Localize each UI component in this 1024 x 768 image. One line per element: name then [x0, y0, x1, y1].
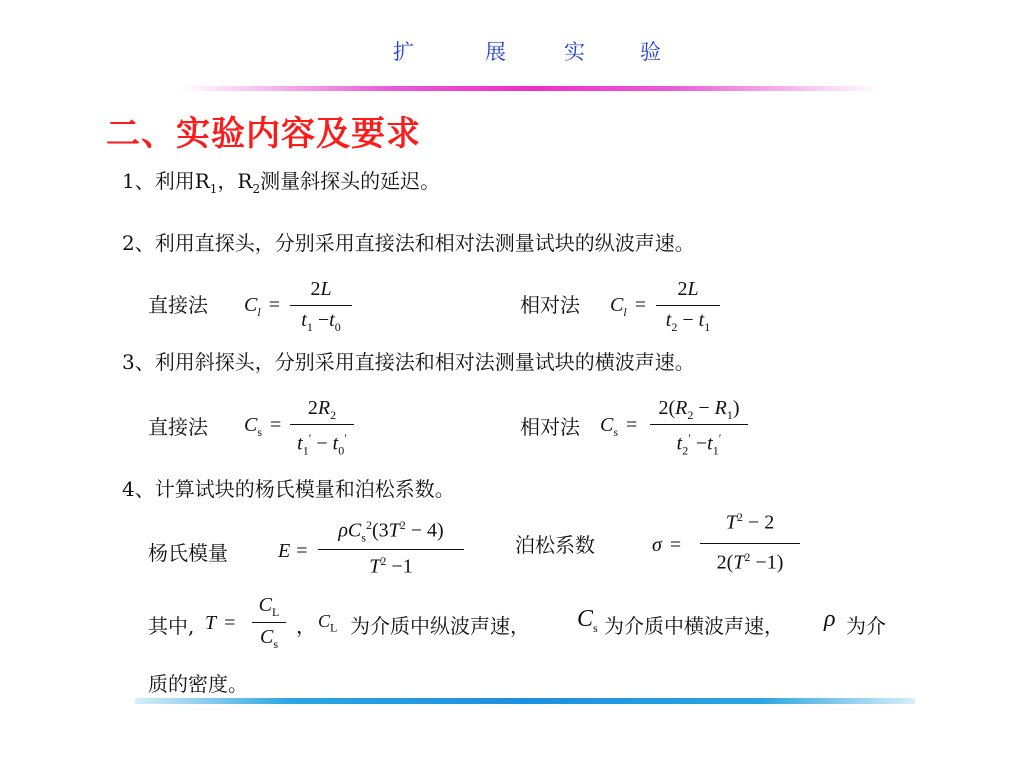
- header-divider: [180, 86, 880, 91]
- formula-poisson: σ =: [652, 534, 682, 556]
- item-1: [122, 165, 440, 196]
- footer-divider: [135, 698, 915, 704]
- formula-t-ratio: T =: [205, 612, 236, 634]
- item-number: 2、: [122, 231, 155, 255]
- subscript: 2: [252, 182, 261, 196]
- item-text: 测量斜探头的延迟。: [260, 169, 441, 193]
- relative-method-label: 相对法: [520, 293, 580, 317]
- note-comma: ，: [296, 614, 316, 638]
- header-char: 实: [564, 40, 585, 64]
- header-char: 展: [485, 40, 506, 64]
- note-text: 为介: [846, 614, 886, 638]
- item-text: 利用直探头，分别采用直接法和相对法测量试块的纵波声速。: [154, 231, 695, 255]
- note-prefix: 其中,: [148, 614, 195, 638]
- formula-young: E =: [278, 540, 308, 562]
- subscript: 1: [209, 182, 218, 196]
- symbol-rho: ρ: [824, 606, 836, 632]
- item-text: 利用R: [154, 169, 210, 193]
- item-number: 1、: [122, 169, 155, 193]
- formula-cl-relative: $C_l$ =: [610, 294, 646, 319]
- item-text: 利用斜探头，分别采用直接法和相对法测量试块的横波声速。: [154, 350, 695, 374]
- slide-header-title: [0, 36, 1024, 66]
- item-4: [122, 473, 455, 502]
- item-text: ，R: [217, 169, 253, 193]
- symbol-cs: $C_s$: [577, 606, 598, 635]
- young-modulus-label: 杨氏模量: [148, 541, 228, 565]
- item-number: 3、: [122, 350, 155, 374]
- item-2: [122, 227, 695, 256]
- note-text: 质的密度。: [148, 672, 248, 696]
- formula-cs-direct: $C_s$ =: [244, 414, 282, 439]
- header-char: 扩: [393, 40, 414, 64]
- note-text: 为介质中横波声速，: [604, 614, 784, 638]
- formula-cs-relative: $C_s$ =: [600, 414, 638, 439]
- note-text: 为介质中纵波声速，: [350, 614, 530, 638]
- symbol-cl: $C_L$: [318, 611, 338, 635]
- relative-method-label: 相对法: [520, 415, 580, 439]
- header-char: 验: [640, 40, 661, 64]
- direct-method-label: 直接法: [148, 415, 208, 439]
- item-text: 计算试块的杨氏模量和泊松系数。: [154, 477, 455, 501]
- direct-method-label: 直接法: [148, 293, 208, 317]
- poisson-ratio-label: 泊松系数: [515, 533, 595, 557]
- item-number: 4、: [122, 477, 155, 501]
- formula-cl-direct: $C_l$ =: [244, 294, 280, 319]
- section-heading: 二、实验内容及要求: [106, 114, 421, 154]
- item-3: [122, 346, 695, 375]
